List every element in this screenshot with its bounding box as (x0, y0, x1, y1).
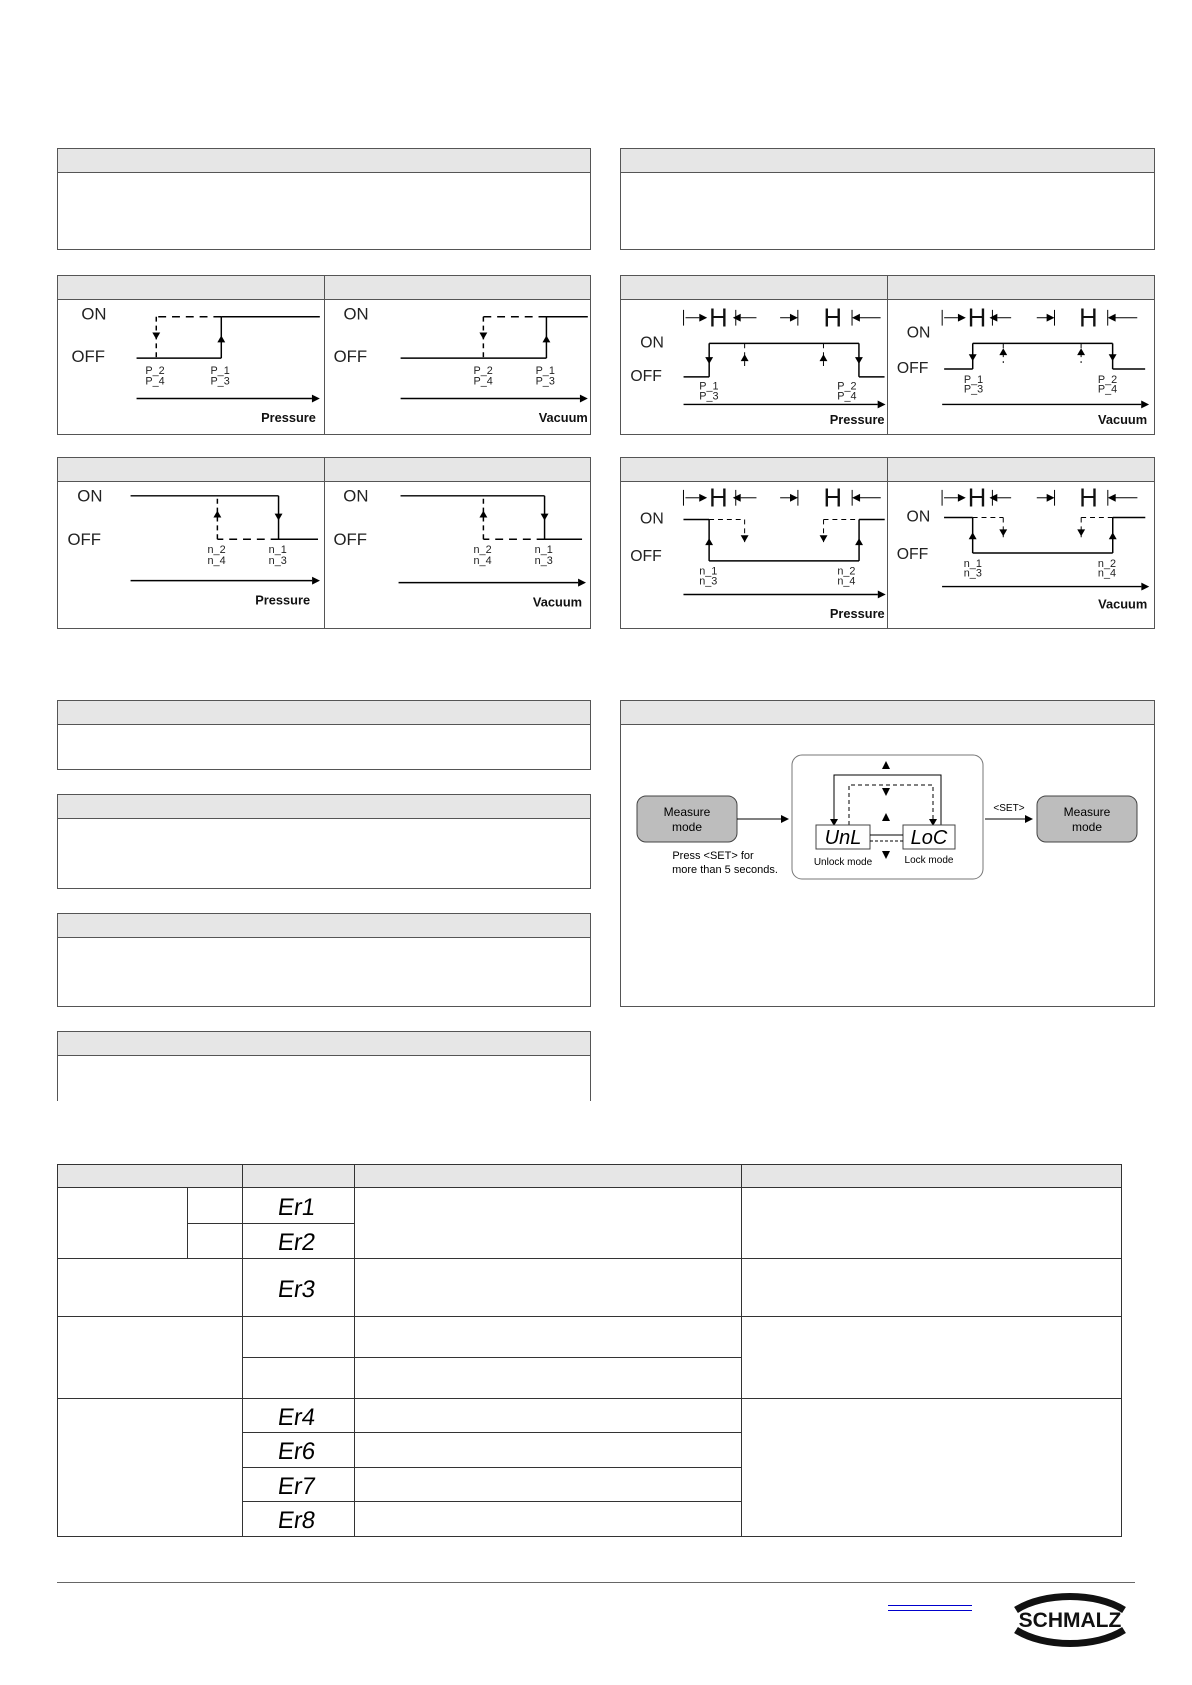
on-label: ON (81, 304, 107, 324)
vacuum-axis-label: Vacuum (1098, 596, 1148, 612)
measure-mode-box-left (637, 796, 737, 842)
n-window-vacuum-diagram (887, 482, 1154, 628)
off-label: OFF (896, 545, 929, 563)
n1-label: n_1 (963, 557, 982, 570)
n2-label: n_2 (207, 544, 226, 557)
error-code-er6 (243, 1433, 355, 1468)
error-code-er3 (243, 1259, 355, 1317)
n3-label: n_3 (534, 554, 553, 567)
text-box-3 (57, 913, 591, 1007)
n1-label: n_1 (534, 544, 553, 557)
n3-label: n_3 (268, 554, 287, 567)
text-box-2 (57, 794, 591, 889)
text-box-4 (57, 1031, 591, 1101)
table-header-cell (742, 1165, 1122, 1188)
n1-label: n_1 (699, 565, 718, 578)
footer-link-underline[interactable] (888, 1610, 972, 1611)
on-label: ON (342, 486, 368, 506)
off-label: OFF (630, 367, 662, 385)
p3-label: P_3 (210, 375, 230, 388)
info-box-left (57, 148, 591, 250)
er2-display (274, 1226, 324, 1256)
error-code-table (57, 1164, 1122, 1537)
press-set-line1: Press <SET> for (672, 850, 754, 862)
error-code-er1 (243, 1188, 355, 1224)
footer-link[interactable] (888, 1605, 972, 1606)
text-box-3-header (58, 914, 590, 938)
error-code-er2 (243, 1224, 355, 1259)
er3-display (274, 1273, 324, 1303)
footer-divider (57, 1582, 1135, 1583)
diagram-header (58, 458, 590, 482)
p4-label: P_4 (1097, 383, 1118, 396)
p2-label: P_2 (837, 380, 857, 393)
on-label: ON (906, 324, 931, 342)
table-header-cell (355, 1165, 742, 1188)
vacuum-axis-label: Vacuum (532, 594, 582, 610)
p2-label: P_2 (145, 364, 165, 377)
measure-mode-right-line1: Measure (1063, 805, 1111, 819)
n1-label: n_1 (268, 544, 287, 557)
measure-mode-right-line2: mode (1071, 820, 1103, 834)
schmalz-logo (1004, 1588, 1136, 1650)
svg-text:Er8: Er8 (275, 1507, 317, 1534)
on-label: ON (342, 304, 369, 324)
unlock-display-text: UnL (824, 827, 862, 849)
diagram-box-n-hysteresis (57, 457, 591, 629)
er1-display (274, 1191, 324, 1221)
measure-mode-left-line1: Measure (663, 805, 711, 819)
n4-label: n_4 (1097, 567, 1117, 580)
n2-label: n_2 (473, 544, 492, 557)
p1-label: P_1 (210, 364, 230, 377)
p2-label: P_2 (473, 364, 493, 377)
n4-label: n_4 (207, 554, 226, 567)
lock-mode-label: Lock mode (904, 855, 954, 866)
p1-label: P_1 (963, 373, 984, 386)
h-label: H (1079, 304, 1098, 333)
n-window-pressure-diagram (621, 482, 887, 628)
er6-display (274, 1435, 324, 1465)
svg-text:Er2: Er2 (275, 1229, 317, 1256)
svg-text:Er4: Er4 (275, 1403, 317, 1431)
table-row (58, 1317, 1122, 1358)
table-header-cell (243, 1165, 355, 1188)
p3-label: P_3 (699, 390, 719, 403)
on-label: ON (640, 510, 664, 528)
on-label: ON (640, 334, 664, 352)
h-label: H (967, 484, 987, 513)
on-label: ON (906, 508, 931, 526)
svg-text:Er1: Er1 (275, 1193, 317, 1221)
p1-label: P_1 (535, 364, 555, 377)
svg-text:Er3: Er3 (275, 1275, 317, 1303)
logo-text: SCHMALZ (1018, 1609, 1122, 1632)
table-row (58, 1188, 1122, 1224)
h-label: H (709, 484, 728, 513)
table-row (58, 1399, 1122, 1433)
info-box-right (620, 148, 1155, 250)
error-code-er7 (243, 1468, 355, 1502)
n2-label: n_2 (837, 565, 856, 578)
p3-label: P_3 (963, 383, 984, 396)
p4-label: P_4 (145, 375, 165, 388)
key-lock-flow-diagram (621, 725, 1154, 885)
svg-text:Er6: Er6 (275, 1438, 317, 1465)
text-box-1-header (58, 701, 590, 725)
on-label: ON (77, 486, 103, 506)
measure-mode-box-right (1037, 796, 1137, 842)
pressure-axis-label: Pressure (829, 606, 885, 622)
diagram-header (58, 276, 590, 300)
h-label: H (709, 304, 728, 333)
p4-label: P_4 (837, 390, 857, 403)
text-box-1 (57, 700, 591, 770)
n-hysteresis-vacuum-diagram (324, 482, 591, 628)
n-hysteresis-pressure-diagram (58, 482, 324, 628)
measure-mode-left-line2: mode (671, 820, 703, 834)
vacuum-axis-label: Vacuum (538, 410, 588, 426)
info-box-right-header (621, 149, 1154, 173)
off-label: OFF (896, 359, 929, 377)
n3-label: n_3 (699, 575, 718, 588)
diagram-box-p-window (620, 275, 1155, 435)
p4-label: P_4 (473, 375, 493, 388)
er8-display (274, 1504, 324, 1534)
text-box-2-header (58, 795, 590, 819)
error-code-er4 (243, 1399, 355, 1433)
key-lock-box (620, 700, 1155, 1007)
p3-label: P_3 (535, 375, 555, 388)
lock-display-text: LoC (910, 827, 948, 849)
n4-label: n_4 (837, 575, 856, 588)
error-code-er8 (243, 1502, 355, 1537)
unlock-mode-label: Unlock mode (813, 857, 873, 868)
er4-display (274, 1401, 324, 1431)
p-window-vacuum-diagram (887, 300, 1154, 434)
diagram-header (621, 276, 1154, 300)
set-label: <SET> (993, 803, 1025, 814)
diagram-box-n-window (620, 457, 1155, 629)
n3-label: n_3 (963, 567, 982, 580)
n2-label: n_2 (1097, 557, 1117, 570)
n4-label: n_4 (473, 554, 492, 567)
h-label: H (823, 484, 843, 513)
table-row (58, 1259, 1122, 1317)
diagram-header (621, 458, 1154, 482)
h-label: H (823, 304, 842, 333)
diagram-box-p-hysteresis (57, 275, 591, 435)
off-label: OFF (333, 347, 367, 367)
off-label: OFF (71, 347, 106, 367)
off-label: OFF (67, 530, 101, 550)
p-hysteresis-pressure-diagram (58, 300, 324, 434)
vacuum-axis-label: Vacuum (1098, 412, 1148, 428)
off-label: OFF (630, 547, 662, 565)
off-label: OFF (332, 530, 367, 550)
h-label: H (1079, 484, 1098, 513)
text-box-4-header (58, 1032, 590, 1056)
p-window-pressure-diagram (621, 300, 887, 434)
h-label: H (967, 304, 987, 333)
p1-label: P_1 (699, 380, 719, 393)
er7-display (274, 1470, 324, 1500)
p-hysteresis-vacuum-diagram (324, 300, 591, 434)
svg-text:Er7: Er7 (275, 1472, 317, 1500)
pressure-axis-label: Pressure (255, 592, 311, 608)
table-header-row (58, 1165, 1122, 1188)
table-header-cell (58, 1165, 243, 1188)
press-set-line2: more than 5 seconds. (672, 864, 778, 876)
info-box-left-header (58, 149, 590, 173)
pressure-axis-label: Pressure (261, 410, 316, 426)
p2-label: P_2 (1097, 373, 1118, 386)
pressure-axis-label: Pressure (829, 412, 885, 428)
key-lock-header (621, 701, 1154, 725)
